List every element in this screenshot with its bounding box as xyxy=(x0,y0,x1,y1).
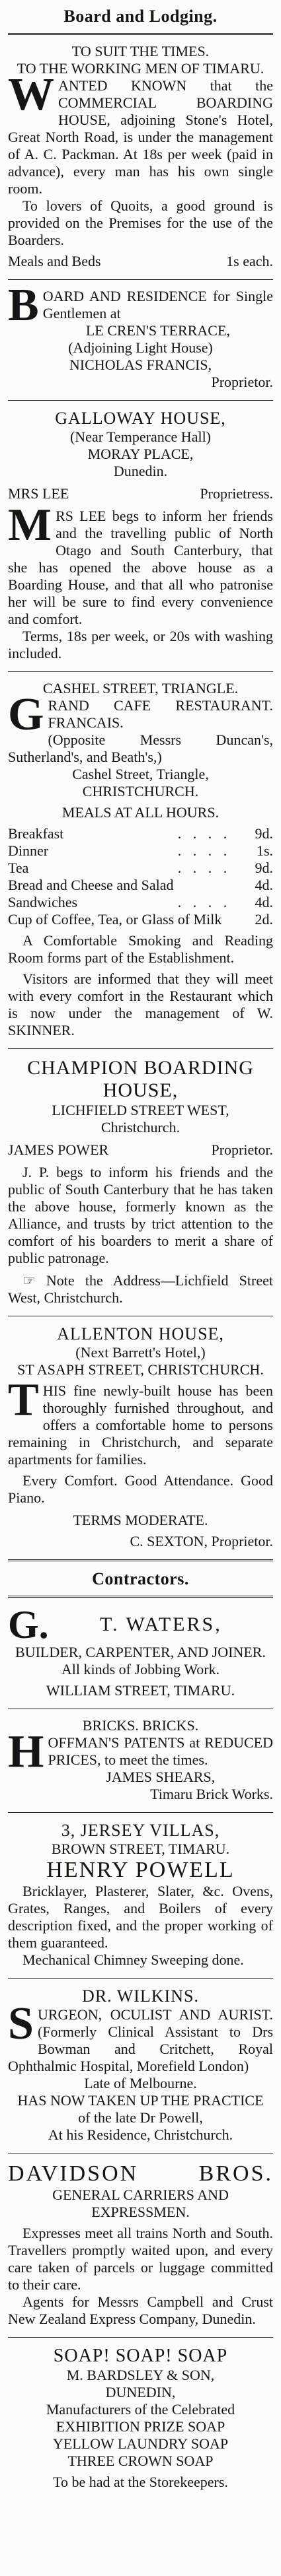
ad-name: T. WATERS, xyxy=(99,1613,222,1635)
ad-le-crens xyxy=(8,280,273,396)
ad-place: MORAY PLACE, xyxy=(87,446,194,462)
meals-price: 1s each. xyxy=(226,253,273,269)
menu-row: Sandwiches . . . . 4d. xyxy=(8,894,273,910)
ad-trade: GENERAL CARRIERS AND EXPRESSMEN. xyxy=(52,2186,229,2220)
ad-proprietor-role: Proprietor. xyxy=(211,1141,273,1158)
ad-body: J. P. begs to inform his friends and the public of South Canterbury that he has taken the above house, formerly known as the Alliance, and trusts by trict attention to the comfort of his boarders to merit a share of public patronage. xyxy=(8,1164,273,1266)
ad-body: Bricklayer, Plasterer, Slater, &c. Ovens, Grates, Ranges, and Boilers of every description fixed, and the proper working of them guaranteed. xyxy=(8,1883,273,1951)
ad-city: DUNEDIN, xyxy=(105,2384,176,2400)
ad-davidson-bros xyxy=(8,2157,273,2333)
ad-dr-wilkins xyxy=(8,1983,273,2149)
ad-head: CASHEL STREET, TRIANGLE. xyxy=(42,680,239,696)
ad-works: Timaru Brick Works. xyxy=(150,1786,273,1802)
ad-title: SOAP! SOAP! SOAP xyxy=(53,2346,228,2366)
divider xyxy=(8,1978,273,1979)
ad-proprietor-line xyxy=(8,485,273,502)
ad-street: BROWN STREET, TIMARU. xyxy=(51,1841,230,1857)
menu-row: Breakfast . . . . 9d. xyxy=(8,825,273,842)
ad-initial: G. xyxy=(8,1603,49,1646)
ad-proprietor: NICHOLAS FRANCIS, xyxy=(69,356,212,373)
ad-commercial-boarding xyxy=(8,39,273,275)
ad-proprietor-name: JAMES POWER xyxy=(8,1141,109,1158)
ad-grand-cafe xyxy=(8,676,273,1044)
ad-body: HOFFMAN'S PATENTS at REDUCED PRICES, to meet the times. xyxy=(8,1726,273,1777)
ad-body-3: Visitors are informed that they will meet with every comfort in the Restaurant which is now under the management of W. SKINNER. xyxy=(8,970,273,1038)
ad-title: GALLOWAY HOUSE, xyxy=(55,409,226,428)
meals-line xyxy=(8,253,273,270)
ad-body-2: To lovers of Quoits, a good ground is provided on the Premises for the use of the Boarders. xyxy=(8,197,273,248)
ad-sub: (Opposite Messrs Duncan's, Sutherland's, and Beath's,) xyxy=(8,731,273,765)
ad-body-2: Agents for Messrs Campbell and Crust New Zealand Express Company, Dunedin. xyxy=(8,2293,273,2327)
ad-street: LICHFIELD STREET WEST, xyxy=(52,1102,229,1118)
ad-galloway-house xyxy=(8,405,273,667)
ad-proprietor-role: Proprietor. xyxy=(211,374,273,390)
soap-product-3: THREE CROWN SOAP xyxy=(67,2453,214,2469)
ad-body: THIS fine newly-built house has been thoroughly furnished throughout, and offers a comfortable home to persons remaining in Christchurch, and separate apartments for families. xyxy=(8,1374,273,1468)
ad-soap xyxy=(8,2342,273,2496)
divider xyxy=(8,279,273,280)
divider xyxy=(8,1596,273,1598)
ad-body: MRS LEE begs to inform her friends and the travelling public of North Otago and South Canterbury, that she has opened the above house as a Boarding House, and that all who patronise her will be sure to find every convenience and comfort. xyxy=(8,500,273,627)
ad-sub: (Adjoining Light House) xyxy=(68,339,213,356)
ad-proprietor-role: Proprietress. xyxy=(200,485,273,502)
ad-comfort: Every Comfort. Good Attendance. Good Piano. xyxy=(8,1472,273,1506)
ad-body: SURGEON, OCULIST AND AURIST. (Formerly Clinical Assistant to Drs Bowman and Critchett, Royal Ophthalmic Hospital, Morefield London) xyxy=(8,1998,273,2074)
ad-name: HENRY POWELL xyxy=(46,1858,235,1882)
ad-address: At his Residence, Christchurch. xyxy=(48,2126,233,2143)
ad-trade: BUILDER, CARPENTER, AND JOINER. xyxy=(15,1644,266,1660)
ad-body-2: A Comfortable Smoking and Reading Room forms part of the Establishment. xyxy=(8,932,273,966)
menu-list xyxy=(8,825,273,928)
ad-waters xyxy=(8,1602,273,1705)
ad-name-left: DAVIDSON xyxy=(8,2161,139,2186)
ad-head: BRICKS. BRICKS. xyxy=(82,1717,199,1734)
divider xyxy=(8,1048,273,1049)
ad-footer: To be had at the Storekeepers. xyxy=(53,2474,228,2490)
menu-row: Bread and Cheese and Salad 4d. xyxy=(8,877,273,893)
soap-product-1: EXHIBITION PRIZE SOAP xyxy=(56,2418,225,2435)
ad-work: All kinds of Jobbing Work. xyxy=(61,1661,220,1678)
ad-meals-head: MEALS AT ALL HOURS. xyxy=(61,804,220,821)
ad-city: CHRISTCHURCH. xyxy=(82,783,199,799)
ad-title: 3, JERSEY VILLAS, xyxy=(61,1821,220,1840)
ad-body: Expresses meet all trains North and South. Travellers promptly waited upon, and every care taken of parcels or luggage committed to their care. xyxy=(8,2225,273,2293)
ad-sub: (Next Barrett's Hotel,) xyxy=(75,1344,206,1361)
divider xyxy=(8,671,273,672)
divider xyxy=(8,400,273,401)
ad-city: Christchurch. xyxy=(100,1119,181,1135)
ad-name: JAMES SHEARS, xyxy=(106,1769,216,1785)
ad-body-2: of the late Dr Powell, xyxy=(78,2109,203,2126)
ad-proprietor: C. SEXTON, Proprietor. xyxy=(130,1533,273,1549)
ad-proprietor-line xyxy=(8,1141,273,1159)
ad-name: M. BARDSLEY & SON, xyxy=(66,2367,215,2383)
ad-bricks xyxy=(8,1713,273,1808)
ad-name-line xyxy=(8,2161,273,2186)
ad-name-right: BROS. xyxy=(198,2161,273,2186)
ad-address: WILLIAM STREET, TIMARU. xyxy=(46,1682,235,1699)
ad-title: DR. WILKINS. xyxy=(82,1986,199,2006)
ad-sub: Manufacturers of the Celebrated xyxy=(46,2401,235,2418)
ad-address: Cashel Street, Triangle, xyxy=(72,766,209,782)
ad-body: GRAND CAFE RESTAURANT. FRANCAIS. xyxy=(8,689,273,740)
ad-title: TO THE WORKING MEN OF TIMARU. xyxy=(17,60,264,77)
ad-tagline: TO SUIT THE TIMES. xyxy=(71,43,210,59)
ad-terms: TERMS MODERATE. xyxy=(73,1512,208,1528)
ad-now: HAS NOW TAKEN UP THE PRACTICE xyxy=(17,2092,264,2109)
menu-row: Tea . . . . 9d. xyxy=(8,860,273,876)
ad-name: LE CREN'S TERRACE, xyxy=(85,322,230,339)
divider xyxy=(8,1812,273,1813)
ad-city: Dunedin. xyxy=(113,463,168,479)
ad-title: ALLENTON HOUSE, xyxy=(57,1324,224,1343)
ad-proprietor-name: MRS LEE xyxy=(8,485,69,502)
menu-row: Cup of Coffee, Tea, or Glass of Milk 2d. xyxy=(8,911,273,928)
ad-body: BOARD AND RESIDENCE for Single Gentlemen at xyxy=(8,280,273,331)
ad-body-2: Mechanical Chimney Sweeping done. xyxy=(22,1951,244,1968)
meals-label: Meals and Beds xyxy=(8,253,101,269)
ad-terms: Terms, 18s per week, or 20s with washing included. xyxy=(8,628,273,661)
divider xyxy=(8,1559,273,1561)
section-heading-contractors: Contractors. xyxy=(92,1569,189,1588)
pointing-hand-icon: ☞ xyxy=(22,1272,46,1289)
divider xyxy=(8,2337,273,2338)
soap-product-2: YELLOW LAUNDRY SOAP xyxy=(52,2435,229,2452)
ad-note: ☞ Note the Address—Lichfield Street West, Christchurch. xyxy=(8,1272,273,1306)
ad-henry-powell xyxy=(8,1817,273,1974)
ad-name-line xyxy=(8,1603,273,1646)
menu-row: Dinner . . . . 1s. xyxy=(8,842,273,859)
divider xyxy=(8,33,273,35)
ad-late: Late of Melbourne. xyxy=(84,2075,197,2091)
ad-champion-boarding xyxy=(8,1053,273,1312)
ad-street: ST ASAPH STREET, CHRISTCHURCH. xyxy=(17,1361,264,1378)
section-heading-board: Board and Lodging. xyxy=(63,7,218,26)
ad-body: WANTED KNOWN that the COMMERCIAL BOARDING HOUSE, adjoining Stone's Hotel, Great North Road, is under the management of A. C. Packman. At 18s per week (paid in advance), every man has his own single room. xyxy=(8,69,273,197)
ad-sub: (Near Temperance Hall) xyxy=(69,428,212,445)
ad-title: CHAMPION BOARDING HOUSE, xyxy=(27,1057,254,1101)
ad-allenton-house xyxy=(8,1320,273,1555)
